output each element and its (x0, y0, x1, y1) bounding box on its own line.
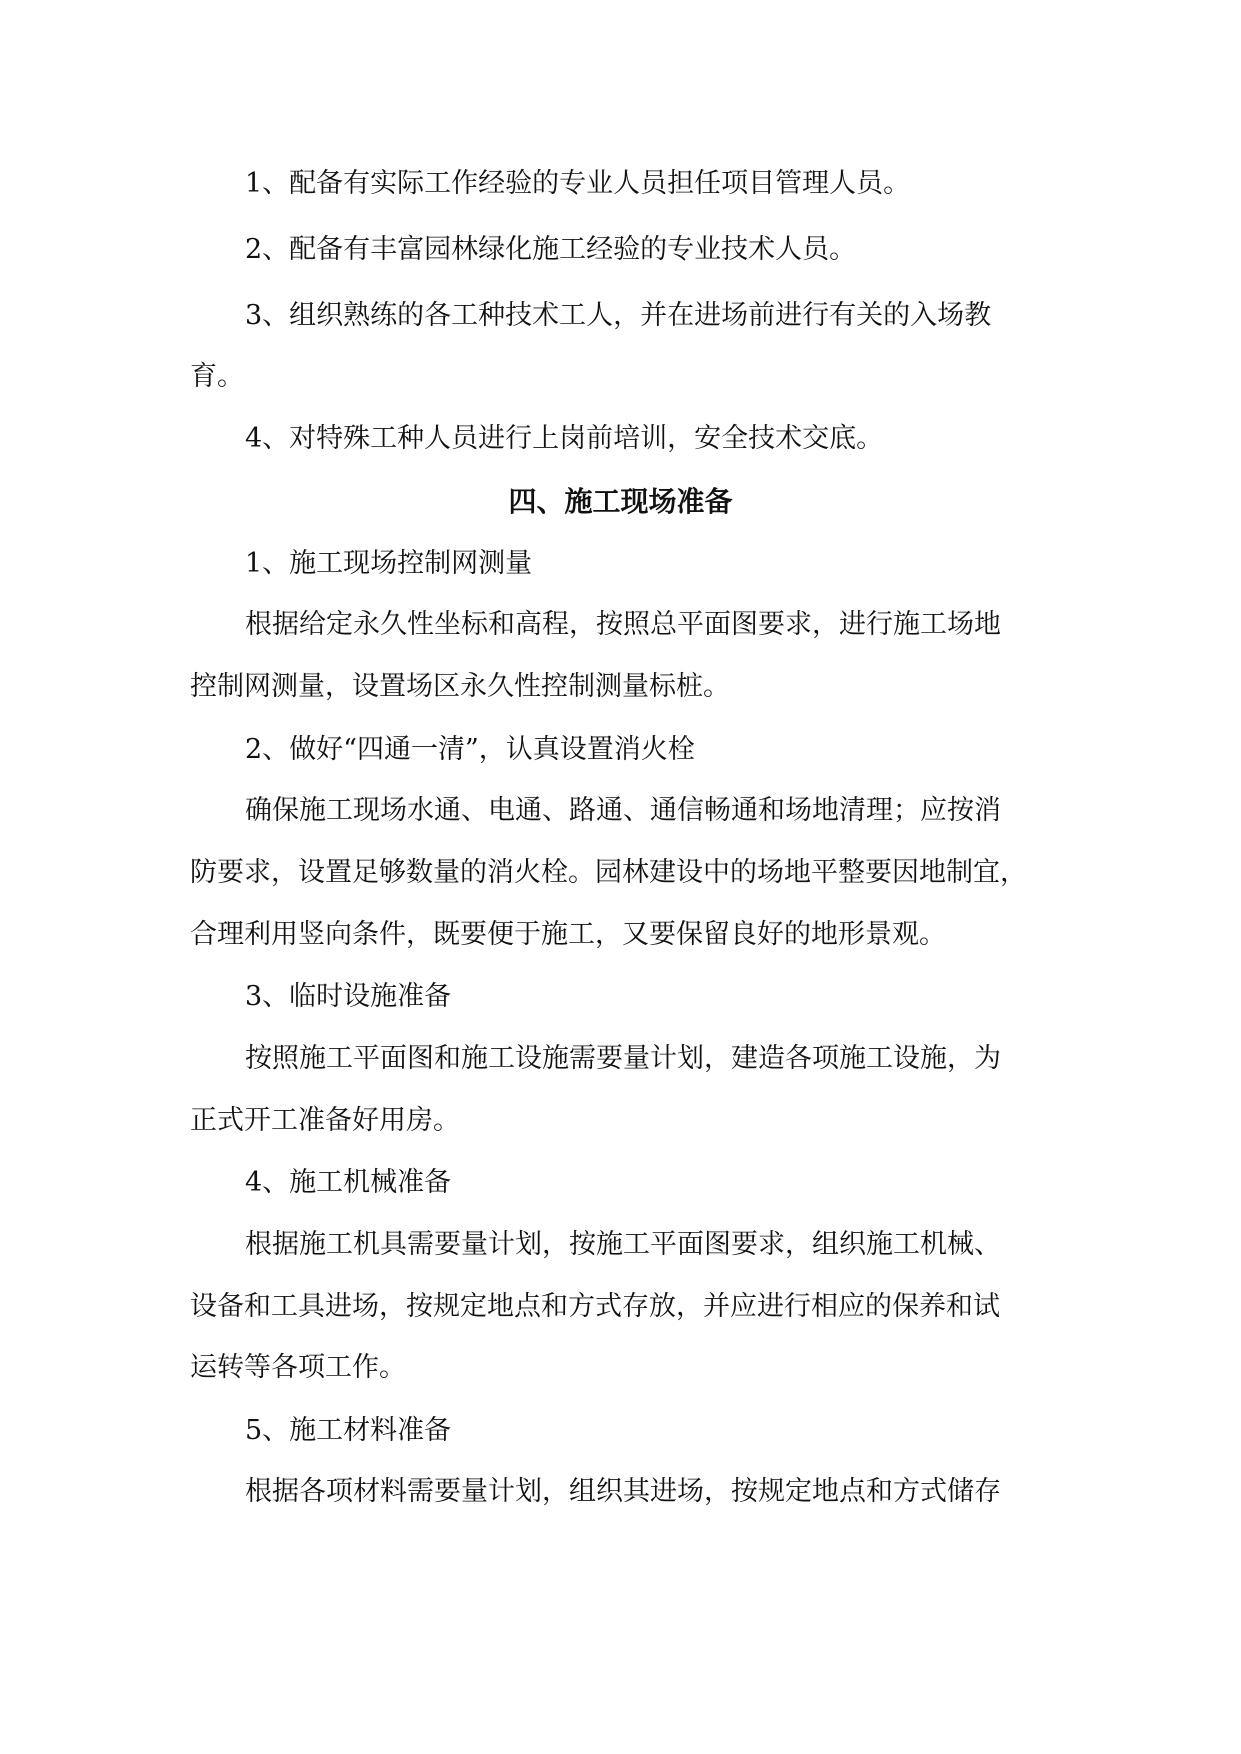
section-body-line: 根据给定永久性坐标和高程，按照总平面图要求，进行施工场地 (245, 609, 1001, 640)
list-item-1: 1、配备有实际工作经验的专业人员担任项目管理人员。 (245, 168, 911, 199)
list-item-3-continued: 育。 (190, 361, 244, 392)
section-body-line: 按照施工平面图和施工设施需要量计划，建造各项施工设施，为 (245, 1043, 1001, 1074)
section-body-line: 确保施工现场水通、电通、路通、通信畅通和场地清理；应按消 (245, 795, 1001, 826)
list-item-3: 3、组织熟练的各工种技术工人，并在进场前进行有关的入场教 (245, 300, 992, 331)
section-body-line: 合理利用竖向条件，既要便于施工，又要保留良好的地形景观。 (190, 919, 946, 950)
section-title-1: 1、施工现场控制网测量 (245, 548, 533, 579)
section-title-3: 3、临时设施准备 (245, 981, 452, 1012)
section-body-line: 根据施工机具需要量计划，按施工平面图要求，组织施工机械、 (245, 1229, 1001, 1260)
section-body-line: 控制网测量，设置场区永久性控制测量标桩。 (190, 671, 730, 702)
list-item-2: 2、配备有丰富园林绿化施工经验的专业技术人员。 (245, 234, 857, 265)
section-heading: 四、施工现场准备 (508, 485, 733, 518)
section-body-line: 运转等各项工作。 (190, 1352, 406, 1383)
section-body-line: 设备和工具进场，按规定地点和方式存放，并应进行相应的保养和试 (190, 1291, 1000, 1322)
section-title-2: 2、做好“四通一清”，认真设置消火栓 (245, 734, 695, 765)
section-body-line: 根据各项材料需要量计划，组织其进场，按规定地点和方式储存 (245, 1476, 1001, 1507)
list-item-4: 4、对特殊工种人员进行上岗前培训，安全技术交底。 (245, 423, 884, 454)
section-title-4: 4、施工机械准备 (245, 1167, 452, 1198)
section-body-line: 正式开工准备好用房。 (190, 1105, 460, 1136)
section-title-5: 5、施工材料准备 (245, 1415, 452, 1446)
section-body-line: 防要求，设置足够数量的消火栓。园林建设中的场地平整要因地制宜， (190, 857, 1027, 888)
